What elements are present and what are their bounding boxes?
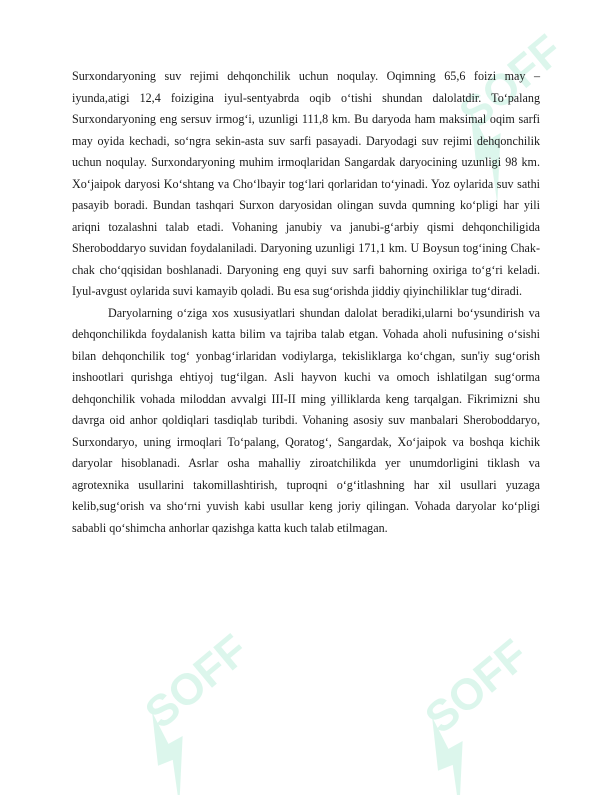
paragraph: Daryolarning o‘ziga xos xususiyatlari shundan dalolat beradiki,ularni bo‘ysundirish va dehqonchilikda foydalanish katta bilim va tajriba talab etgan. Vohada aholi nufusining o‘sishi bilan dehqonchilik tog‘ yonbag‘irlaridan vodiylarga, tekisliklarga ko‘chgan, sun'iy sug‘orish inshootlari qurishga ehtiyoj tug‘ilgan. Asli hayvon kuchi va omoch ishlatilgan sug‘orma dehqonchilik vohada miloddan avvalgi III-II ming yilliklarda keng tarqalgan. Fikrimizni shu davrga oid anhor qoldiqlari tasdiqlab turibdi. Vohaning asosiy suv manbalari Sheroboddaryo, Surxondaryo, uning irmoqlari To‘palang, Qoratog‘, Sangardak, Xo‘jaipok va boshqa kichik daryolar hisoblanadi. Asrlar osha mahalliy ziroatchilikda yer unumdorligini tiklash va agrotexnika usullarini takomillashtirish, tuproqni o‘g‘itlashning har xil usullari yuzaga kelib,sug‘orish va sho‘rni yuvish kabi usullar keng joriy qilingan. Vohada daryolar ko‘pligi sababli qo‘shimcha anhorlar qazishga katta kuch talab etilmagan. [72, 305, 540, 535]
watermark-logo [375, 630, 538, 792]
watermark-text: SOFF [136, 625, 258, 739]
watermark-text: SOFF [416, 630, 538, 744]
document-body [72, 66, 540, 539]
watermark-text: SOFF [450, 25, 572, 139]
watermark-logo [95, 625, 258, 795]
paragraph: Surxondaryoning suv rejimi dehqonchilik uchun noqulay. Oqimning 65,6 foizi may – iyunda,atigi 12,4 foizigina iyul-sentyabrda oqib o‘tishi shundan dalolatdir. To‘palang Surxondaryoning eng sersuv irmog‘i, uzunligi 111,8 km. Bu daryoda ham maksimal oqim sarfi may oyida kechadi, so‘ngra sekin-asta suv sarfi pasayadi. Daryodagi suv rejimi dehqonchilik uchun noqulay. Surxondaryoning muhim irmoqlaridan Sangardak daryocining uzunligi 98 km. Xo‘jaipok daryosi Ko‘shtang va Cho‘lbayir tog‘lari qorlaridan to‘yinadi. Yoz oylarida suv sathi pasayib boradi. Bundan tashqari Surxon daryosidan olingan suvda qumning ko‘pligi har yili ariqni tozalashni talab etadi. Vohaning janubiy va janubi-g‘arbiy qismi dehqonchiligida Sheroboddaryo suvidan foydalaniladi. Daryoning uzunligi 171,1 km. U Boysun tog‘ining Chak-chak cho‘qqisidan boshlanadi. Daryoning eng quyi suv sarfi bahorning oxiriga to‘g‘ri keladi. Iyul-avgust oylarida suvi kamayib qoladi. Bu esa sug‘orishda jiddiy qiyinchiliklar tug‘diradi. [72, 69, 540, 298]
